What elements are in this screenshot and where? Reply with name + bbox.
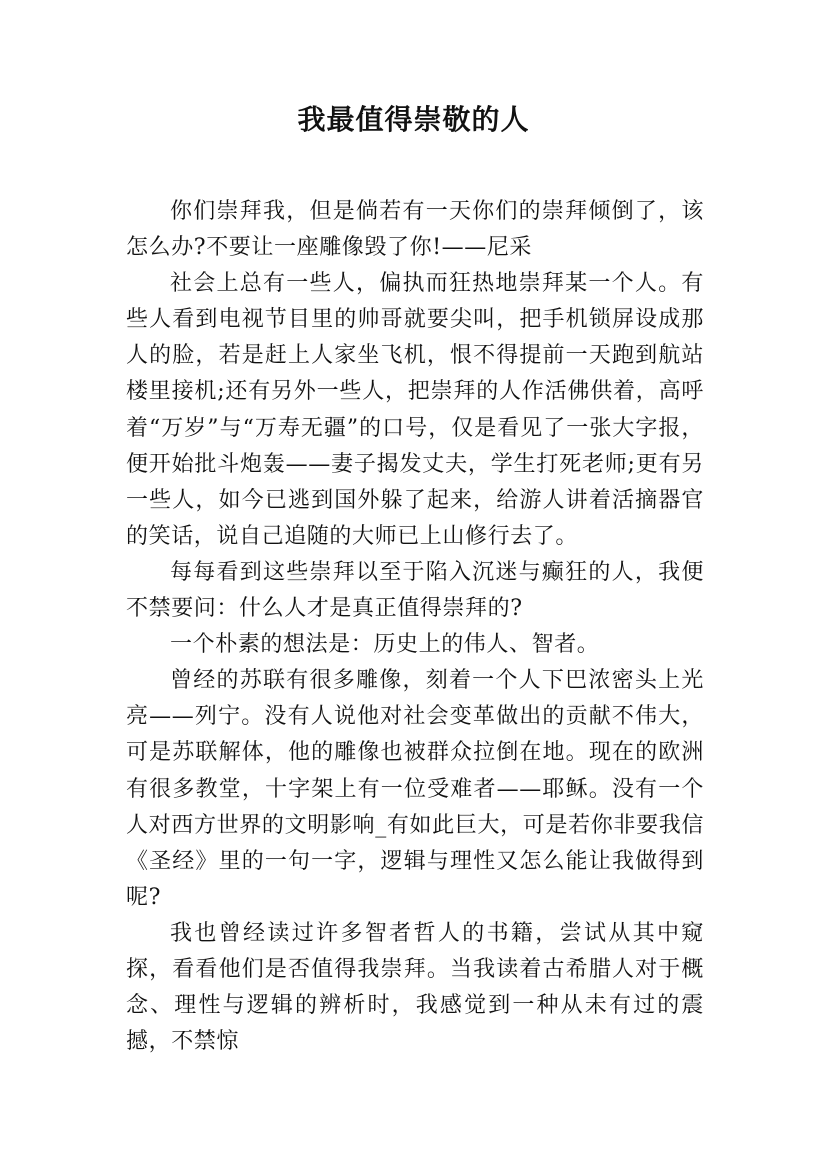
document-title: 我最值得崇敬的人 — [297, 103, 530, 136]
paragraph: 社会上总有一些人，偏执而狂热地崇拜某一个人。有些人看到电视节目里的帅哥就要尖叫，把手机锁屏设成那人的脸，若是赶上人家坐飞机，恨不得提前一天跑到航站楼里接机;还有另外一些人，把崇拜的人作活佛供着，高呼着“万岁”与“万寿无疆”的口号，仅是看见了一张大字报，便开始批斗炮轰——妻子揭发丈夫，学生打死老师;更有另一些人，如今已逃到国外躲了起来，给游人讲着活摘器官的笑话，说自己追随的大师已上山修行去了。 — [126, 271, 704, 549]
paragraph-epigraph: 你们崇拜我，但是倘若有一天你们的崇拜倾倒了，该怎么办?不要让一座雕像毁了你!——尼采 — [126, 199, 704, 261]
paragraph: 曾经的苏联有很多雕像，刻着一个人下巴浓密头上光亮——列宁。没有人说他对社会变革做出的贡献不伟大，可是苏联解体，他的雕像也被群众拉倒在地。现在的欧洲有很多教堂，十字架上有一位受难者——耶稣。没有一个人对西方世界的文明影响_有如此巨大，可是若你非要我信《圣经》里的一句一字，逻辑与理性又怎么能让我做得到呢? — [126, 668, 704, 910]
document-body — [126, 194, 704, 1060]
paragraph: 我也曾经读过许多智者哲人的书籍，尝试从其中窥探，看看他们是否值得我崇拜。当我读着古希腊人对于概念、理性与逻辑的辨析时，我感觉到一种从未有过的震撼，不禁惊 — [126, 920, 704, 1055]
paragraph: 一个朴素的想法是：历史上的伟人、智者。 — [170, 632, 600, 658]
paragraph: 每每看到这些崇拜以至于陷入沉迷与癫狂的人，我便不禁要问：什么人才是真正值得崇拜的? — [126, 559, 704, 622]
